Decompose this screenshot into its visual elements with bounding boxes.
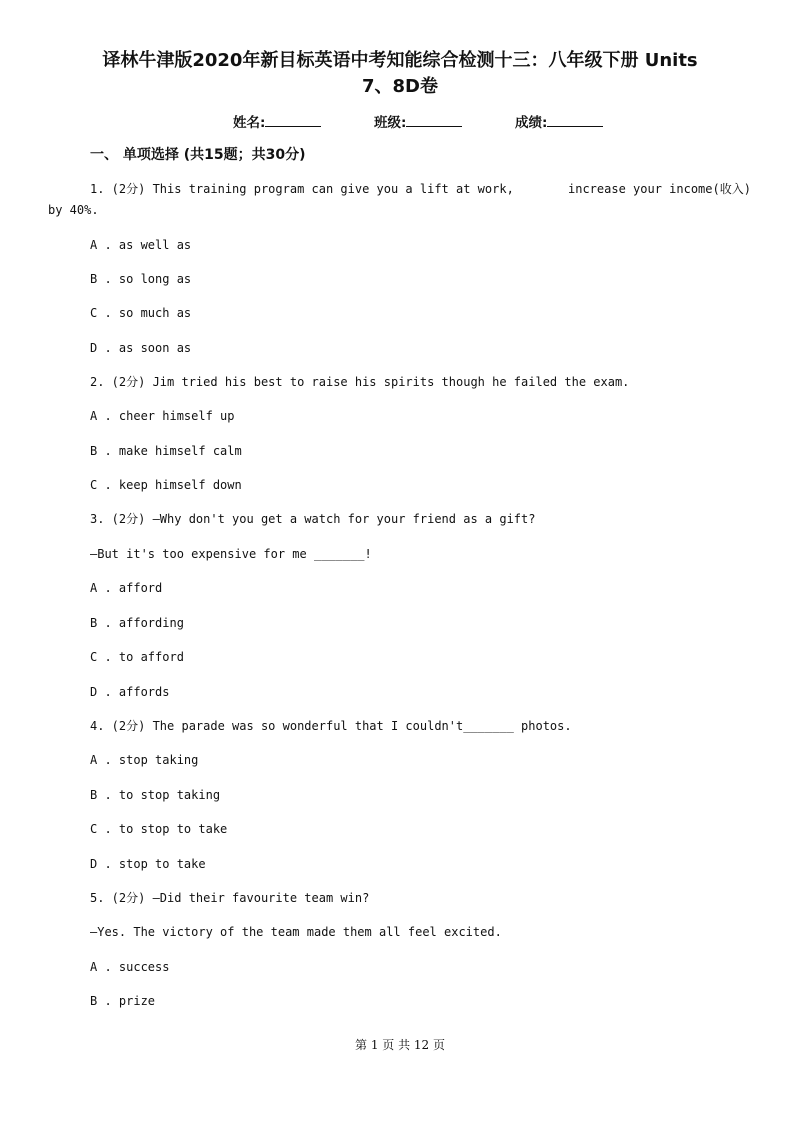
class-field	[374, 111, 462, 131]
question-4-option-c: C . to stop to take	[90, 822, 228, 836]
question-5-stem-2: —Yes. The victory of the team made them all feel excited.	[90, 925, 502, 939]
question-4-option-d: D . stop to take	[90, 857, 206, 871]
name-label: 姓名:	[233, 115, 266, 131]
question-4-option-b: B . to stop taking	[90, 788, 221, 802]
question-5-option-b: B . prize	[90, 994, 156, 1008]
question-3-option-c: C . to afford	[90, 650, 184, 664]
question-3-stem: 3. (2分) —Why don't you get a watch for your friend as a gift?	[90, 512, 536, 526]
score-field	[515, 111, 603, 131]
question-2-option-c: C . keep himself down	[90, 478, 242, 492]
question-2-option-a: A . cheer himself up	[90, 409, 235, 423]
question-1-stem-a: 1. (2分) This training program can give you a lift at work,	[90, 182, 514, 196]
question-2-option-b: B . make himself calm	[90, 444, 242, 458]
question-3-option-d: D . affords	[90, 685, 170, 699]
document-title	[70, 48, 730, 100]
name-field	[233, 111, 321, 131]
question-4-option-a: A . stop taking	[90, 753, 199, 767]
question-1-option-b: B . so long as	[90, 272, 192, 286]
question-3-option-b: B . affording	[90, 616, 184, 630]
question-5-stem: 5. (2分) —Did their favourite team win?	[90, 891, 370, 905]
question-2-stem: 2. (2分) Jim tried his best to raise his spirits though he failed the exam.	[90, 375, 630, 389]
question-3-option-a: A . afford	[90, 581, 163, 595]
score-label: 成绩:	[515, 115, 548, 131]
question-3-stem-2: —But it's too expensive for me _______!	[90, 547, 372, 561]
question-4-stem: 4. (2分) The parade was so wonderful that I couldn't_______ photos.	[90, 719, 572, 733]
question-1-stem-cont: by 40%.	[48, 203, 99, 217]
section-heading: 一、 单项选择 (共15题；共30分)	[90, 147, 306, 163]
class-label: 班级:	[374, 115, 407, 131]
class-blank	[406, 113, 462, 127]
name-blank	[265, 113, 321, 127]
question-1-option-c: C . so much as	[90, 306, 192, 320]
score-blank	[547, 113, 603, 127]
question-1-option-d: D . as soon as	[90, 341, 192, 355]
question-1-stem-b: increase your income(收入)	[568, 182, 751, 196]
title-line-1: 译林牛津版2020年新目标英语中考知能综合检测十三：八年级下册 Units	[102, 50, 698, 71]
question-1-option-a: A . as well as	[90, 238, 192, 252]
page-footer: 第 1 页 共 12 页	[355, 1038, 445, 1052]
question-5-option-a: A . success	[90, 960, 170, 974]
title-line-2: 7、8D卷	[362, 76, 438, 97]
